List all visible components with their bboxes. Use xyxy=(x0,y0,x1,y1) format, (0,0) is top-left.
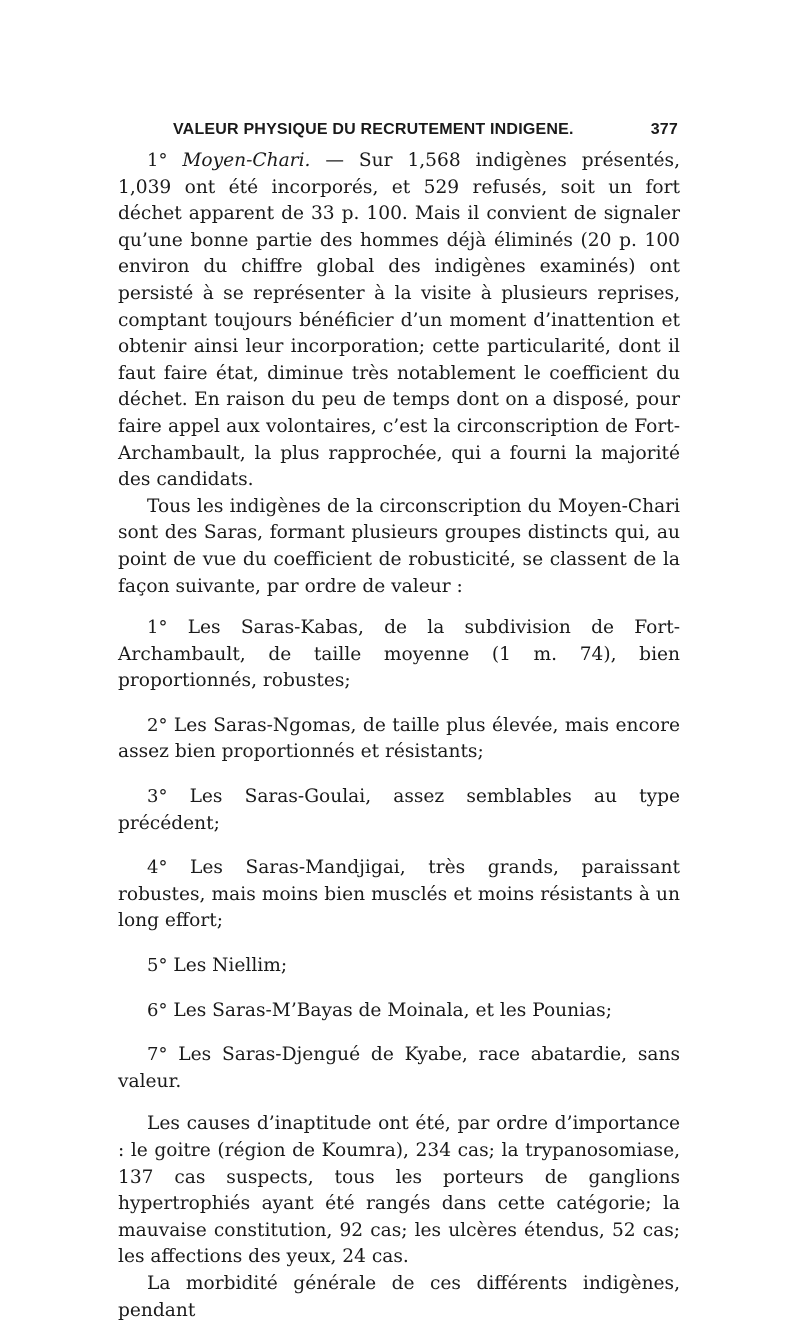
list-item xyxy=(118,855,680,935)
paragraph-moyen-chari xyxy=(118,148,680,494)
list-item-number: 6° xyxy=(147,999,168,1021)
running-title: VALEUR PHYSIQUE DU RECRUTEMENT INDIGENE. xyxy=(173,121,574,138)
list-item-number: 4° xyxy=(147,857,168,879)
list-item-text: Les Niellim; xyxy=(167,955,288,977)
list-item xyxy=(118,1042,680,1095)
paragraph-saras-intro: Tous les indigènes de la circonscription du Moyen-Chari sont des Saras, formant plusieurs groupes distincts qui, au point de vue du coefficient de robusticité, se classent de la façon suivante, par ordre de valeur : xyxy=(118,495,680,597)
list-item-number: 7° xyxy=(147,1044,168,1066)
paragraph-morbidite: La morbidité générale de ces différents indigènes, pendant xyxy=(118,1272,680,1321)
list-item-number: 2° xyxy=(147,714,168,736)
list-item-text: Les Saras-Goulai, assez semblables au type précédent; xyxy=(118,786,680,834)
list-item-text: Les Saras-Djengué de Kyabe, race abatardie, sans valeur. xyxy=(118,1044,680,1092)
list-item xyxy=(118,998,680,1025)
running-head xyxy=(118,112,680,148)
region-name: Moyen-Chari. xyxy=(182,150,311,171)
list-item-number: 1° xyxy=(147,617,168,639)
list-item-number: 3° xyxy=(147,786,168,808)
saras-groups-list xyxy=(118,615,680,1095)
list-item-text: Les Saras-Kabas, de la subdivision de Fort-Archambault, de taille moyenne (1 m. 74), bien proportionnés, robustes; xyxy=(118,617,680,692)
list-item xyxy=(118,615,680,695)
paragraph-number: 1° xyxy=(147,150,168,171)
list-item xyxy=(118,784,680,837)
list-item xyxy=(118,953,680,980)
list-item-text: Les Saras-Ngomas, de taille plus élevée, mais encore assez bien proportionnés et résistants; xyxy=(118,714,680,763)
document-page xyxy=(118,112,680,1324)
list-item-text: Les Saras-Mandjigai, très grands, paraissant robustes, mais moins bien musclés et moins résistants à un long effort; xyxy=(118,857,680,932)
list-item-text: Les Saras-M’Bayas de Moinala, et les Pounias; xyxy=(167,999,612,1021)
list-item xyxy=(118,713,680,766)
page-number: 377 xyxy=(650,121,678,138)
paragraph-causes-inaptitude: Les causes d’inaptitude ont été, par ordre d’importance : le goitre (région de Koumra), 234 cas; la trypanosomiase, 137 cas suspects, tous les porteurs de ganglions hypertrophiés ayant été rangés dans cette catégorie; la mauvaise constitution, 92 cas; les ulcères étendus, 52 cas; les affections des yeux, 24 cas. xyxy=(118,1113,680,1268)
paragraph-text: — Sur 1,568 indigènes présentés, 1,039 ont été incorporés, et 529 refusés, soit un fort déchet apparent de 33 p. 100. Mais il convient de signaler qu’une bonne partie des hommes déjà éliminés (20 p. 100 environ du chiffre global des indigènes examinés) ont persisté à se représenter à la visite à plusieurs reprises, comptant toujours bénéficier d’un moment d’inattention et obtenir ainsi leur incorporation; cette particularité, dont il faut faire état, diminue très notablement le coefficient du déchet. En raison du peu de temps dont on a disposé, pour faire appel aux volontaires, c’est la circonscription de Fort-Archambault, la plus rapprochée, qui a fourni la majorité des candidats. xyxy=(118,150,680,491)
list-item-number: 5° xyxy=(147,955,168,977)
